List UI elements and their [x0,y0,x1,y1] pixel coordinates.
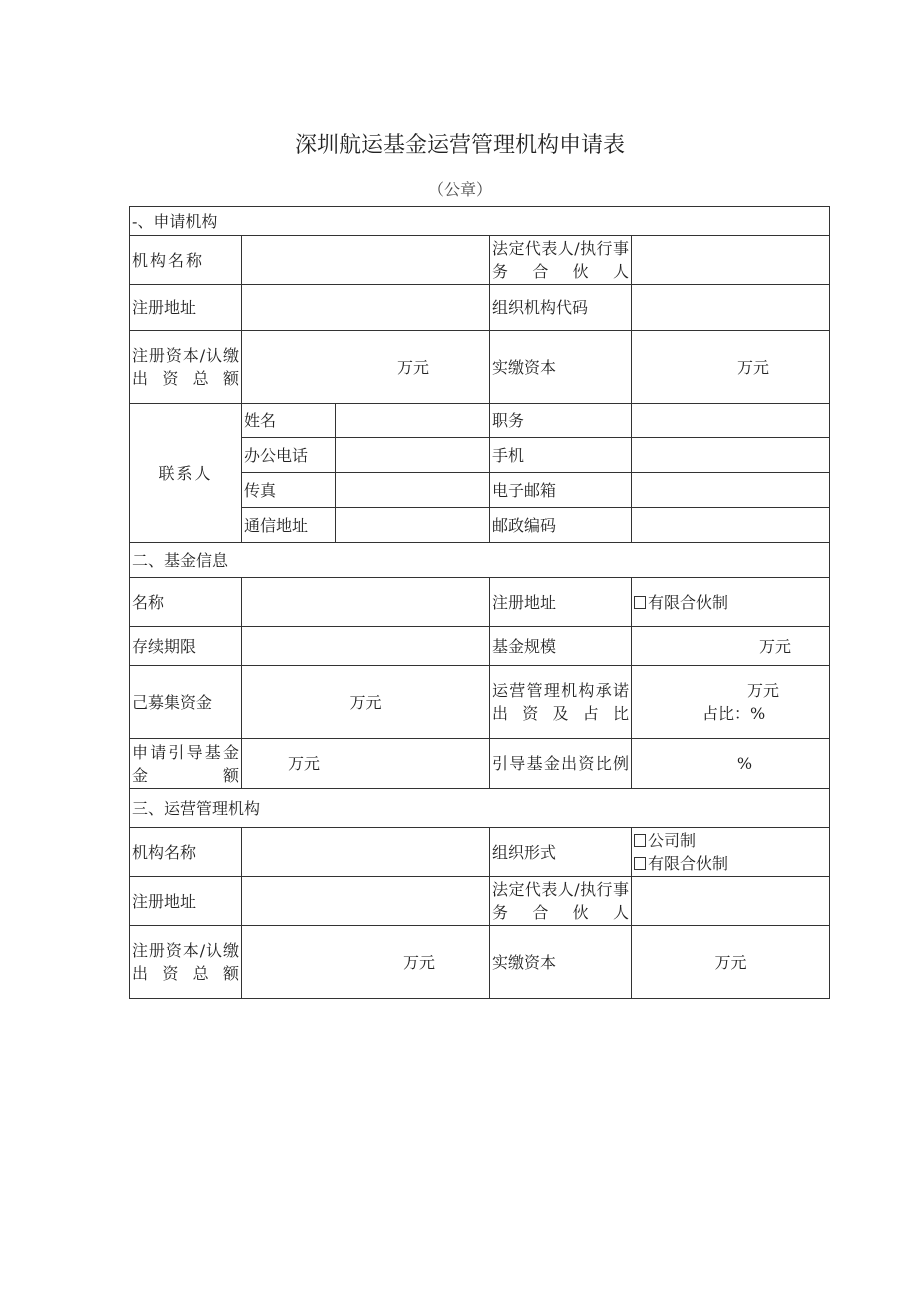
s2-lp-option[interactable] [632,578,830,627]
section2-heading: 二、基金信息 [130,543,830,578]
s3-paid-capital-unit: 万元 [714,952,747,972]
s2-raised-label: 己募集资金 [130,666,242,739]
s1-paid-capital-label: 实缴资本 [490,331,632,404]
s1-position-field[interactable] [632,404,830,438]
s1-office-phone-field[interactable] [336,438,490,473]
s1-paid-capital-unit: 万元 [737,357,770,377]
s3-paid-capital-field[interactable] [632,926,830,999]
s1-org-name-label: 机构名称 [130,236,242,285]
s3-org-form-options [632,828,830,877]
s1-contact-name-label: 姓名 [242,404,336,438]
s3-lp-option[interactable] [634,852,827,875]
s2-name-field[interactable] [242,578,490,627]
s3-reg-capital-label: 注册资本/认缴出资总额 [130,926,242,999]
s2-guide-ratio-label: 引导基金出资比例 [490,739,632,789]
s3-reg-capital-unit: 万元 [402,952,435,972]
s2-commit-field[interactable] [632,666,830,739]
s1-email-label: 电子邮箱 [490,473,632,508]
s3-reg-capital-field[interactable] [242,926,490,999]
s1-postal-code-field[interactable] [632,508,830,543]
application-form-table [129,206,830,999]
s3-org-name-field[interactable] [242,828,490,877]
s2-guide-ratio-unit: % [736,754,753,773]
s1-org-name-field[interactable] [242,236,490,285]
s2-lp-option-label: 有限合伙制 [648,592,729,612]
s2-duration-label: 存续期限 [130,627,242,666]
s1-reg-capital-unit: 万元 [396,357,429,377]
s1-office-phone-label: 办公电话 [242,438,336,473]
s3-org-form-label: 组织形式 [490,828,632,877]
s3-company-option[interactable] [634,829,827,852]
section3-heading: 三、运营管理机构 [130,789,830,828]
s1-fax-field[interactable] [336,473,490,508]
s1-org-code-label: 组织机构代码 [490,285,632,331]
s1-legal-rep-field[interactable] [632,236,830,285]
s1-legal-rep-label: 法定代表人/执行事务合伙人 [490,236,632,285]
section1-heading: -、申请机构 [130,207,830,236]
s1-paid-capital-field[interactable] [632,331,830,404]
s2-fund-size-unit: 万元 [759,636,792,656]
official-seal-label: （公章） [427,180,492,199]
s1-fax-label: 传真 [242,473,336,508]
s1-postal-code-label: 邮政编码 [490,508,632,543]
s2-raised-unit: 万元 [349,692,382,712]
s3-lp-option-label: 有限合伙制 [648,854,729,873]
s2-commit-unit: 万元 [747,681,780,700]
checkbox-icon[interactable] [634,834,646,847]
s2-guide-amount-label: 申请引导基金金额 [130,739,242,789]
s2-reg-address-label: 注册地址 [490,578,632,627]
s2-duration-field[interactable] [242,627,490,666]
s2-raised-field[interactable] [242,666,490,739]
s2-name-label: 名称 [130,578,242,627]
s3-legal-rep-label: 法定代表人/执行事务合伙人 [490,877,632,926]
s1-org-code-field[interactable] [632,285,830,331]
s3-reg-address-label: 注册地址 [130,877,242,926]
s2-commit-label: 运营管理机构承诺出资及占比 [490,666,632,739]
s1-email-field[interactable] [632,473,830,508]
s1-mail-address-field[interactable] [336,508,490,543]
s2-guide-amount-unit: 万元 [288,754,321,773]
checkbox-icon[interactable] [634,596,646,609]
s1-mobile-label: 手机 [490,438,632,473]
s3-paid-capital-label: 实缴资本 [490,926,632,999]
s1-reg-capital-label: 注册资本/认缴出资总额 [130,331,242,404]
s2-fund-size-field[interactable] [632,627,830,666]
s3-company-option-label: 公司制 [648,831,697,850]
s1-contact-label: 联系人 [130,404,242,543]
s2-commit-ratio: 占比：% [702,704,766,723]
s1-reg-capital-field[interactable] [242,331,490,404]
s1-mobile-field[interactable] [632,438,830,473]
s2-fund-size-label: 基金规模 [490,627,632,666]
page-title: 深圳航运基金运营管理机构申请表 [294,133,625,158]
s3-reg-address-field[interactable] [242,877,490,926]
s1-reg-address-label: 注册地址 [130,285,242,331]
s3-legal-rep-field[interactable] [632,877,830,926]
s3-org-name-label: 机构名称 [130,828,242,877]
s2-guide-ratio-field[interactable] [632,739,830,789]
s1-position-label: 职务 [490,404,632,438]
s2-guide-amount-field[interactable] [242,739,490,789]
checkbox-icon[interactable] [634,857,646,870]
s1-contact-name-field[interactable] [336,404,490,438]
s1-mail-address-label: 通信地址 [242,508,336,543]
s1-reg-address-field[interactable] [242,285,490,331]
